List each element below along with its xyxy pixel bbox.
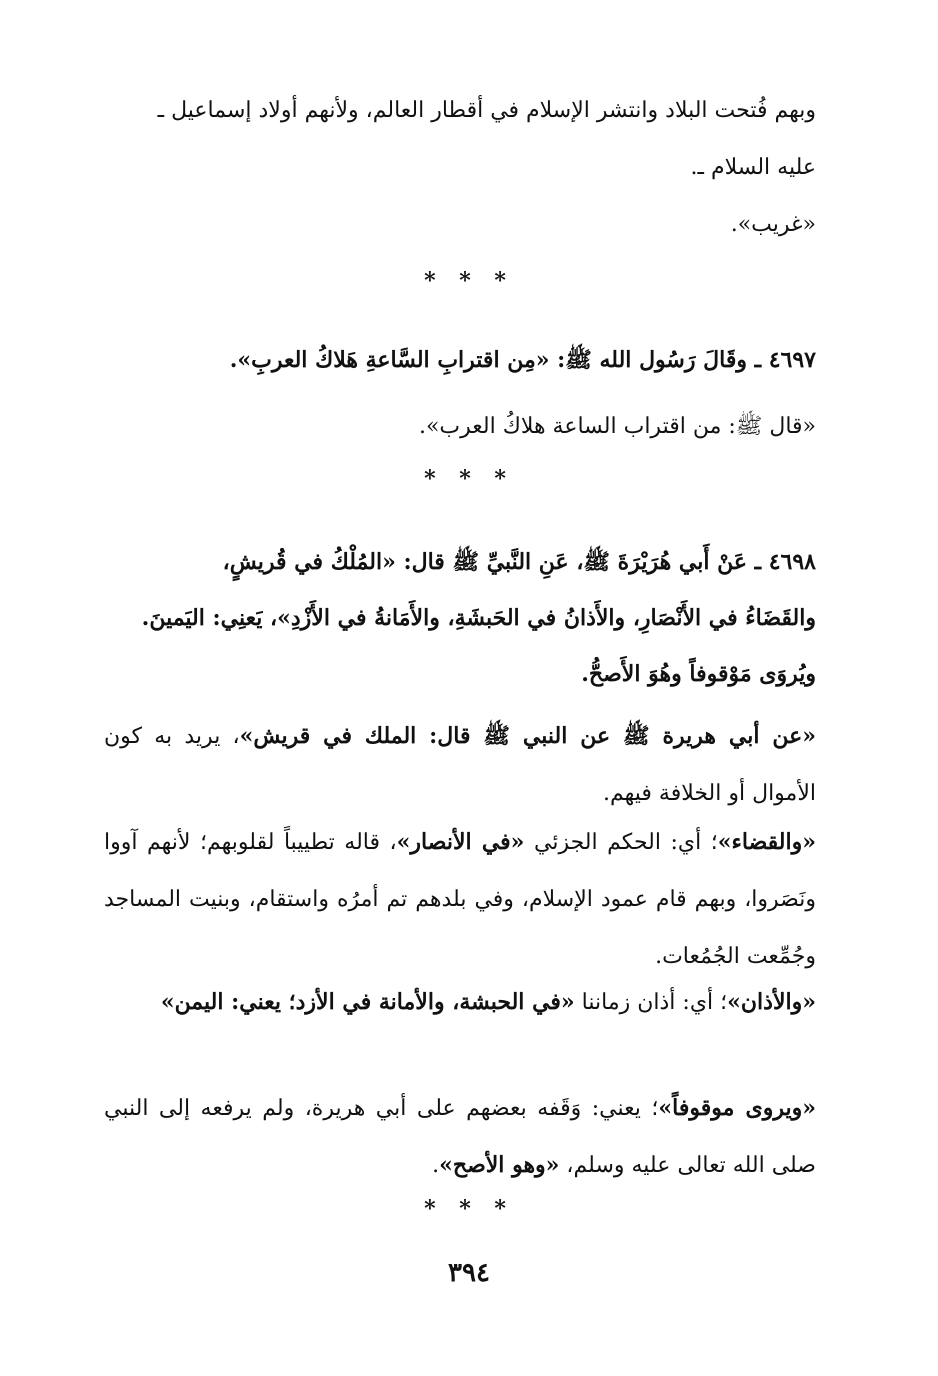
- paragraph-intro: [104, 82, 816, 196]
- separator-1: * * *: [424, 268, 514, 294]
- hadith-4697: [150, 332, 816, 388]
- commentary-p1-bold: «عن أبي هريرة ﷺ عن النبي ﷺ قال: الملك في قريش»: [239, 723, 816, 749]
- commentary-paragraph-3: [104, 974, 816, 1031]
- gharib-note: [104, 196, 816, 253]
- page-number: ٣٩٤: [448, 1258, 490, 1288]
- commentary-paragraph-4: [104, 1080, 816, 1194]
- paragraph-intro-line1: وبهم فُتحت البلاد وانتشر الإسلام في أقطار العالم، ولأنهم أولاد إسماعيل ـ: [157, 98, 816, 123]
- gharib-text: «غريب».: [730, 212, 816, 237]
- commentary-p2-text1: ؛ أي: الحكم الجزئي: [524, 830, 718, 855]
- commentary-p4-bold2: «وهو الأصح»: [439, 1152, 560, 1178]
- commentary-4697: [150, 398, 816, 455]
- commentary-4697-text: «قال ﷺ: من اقتراب الساعة هلاكُ العرب».: [418, 414, 816, 439]
- commentary-p4-text1: ؛ يعني: وَقَفه بعضهم على أبي هريرة، ولم يرفعه إلى النبي صلى الله تعالى عليه وسلم،: [104, 1096, 816, 1178]
- commentary-paragraph-2: [104, 814, 816, 985]
- commentary-p2-bold2: «في الأنصار»: [396, 829, 525, 855]
- commentary-p1-rest: ، يريد به كون الأموال أو الخلافة فيهم.: [104, 724, 816, 806]
- commentary-p2-bold1: «والقضاء»: [717, 829, 816, 855]
- hadith-4698-line2: والقَضَاءُ في الأَنْصَارِ، والأَذانُ في الحَبشَةِ، والأَمَانةُ في الأَزْدِ»، يَعنِي: اليَمينَ.: [141, 605, 816, 631]
- hadith-4698-line1: ٤٦٩٨ ـ عَنْ أَبي هُرَيْرَةَ ﷺ، عَنِ النَّبيِّ ﷺ قال: «المُلْكُ في قُريشٍ،: [222, 549, 816, 575]
- separator-2: * * *: [424, 466, 514, 492]
- separator-3: * * *: [424, 1196, 514, 1222]
- paragraph-intro-line2: عليه السلام ـ.: [690, 155, 816, 180]
- hadith-4697-text: ٤٦٩٧ ـ وقَالَ رَسُول الله ﷺ: «مِن اقترابِ السَّاعةِ هَلاكُ العربِ».: [229, 347, 816, 373]
- hadith-4698: [104, 534, 816, 702]
- commentary-paragraph-1: [104, 708, 816, 822]
- commentary-p4-text2: .: [432, 1153, 440, 1178]
- commentary-p3-bold2: «في الحبشة، والأمانة في الأزد؛ يعني: اليمن»: [160, 989, 575, 1015]
- hadith-4698-line3: ويُروَى مَوْقوفاً وهُوَ الأَصحُّ.: [581, 661, 816, 687]
- commentary-p3-bold1: «والأذان»: [727, 989, 816, 1015]
- commentary-p4-bold1: «ويروى موقوفاً»: [658, 1095, 816, 1121]
- commentary-p3-text1: ؛ أي: أذان زماننا: [574, 990, 728, 1015]
- commentary-p2-text2: ، قاله تطييباً لقلوبهم؛ لأنهم آووا ونَصَروا، وبهم قام عمود الإسلام، وفي بلدهم تم أمرُه واستقام، وبنيت المساجد وجُمِّعت الجُمُعات.: [104, 830, 816, 969]
